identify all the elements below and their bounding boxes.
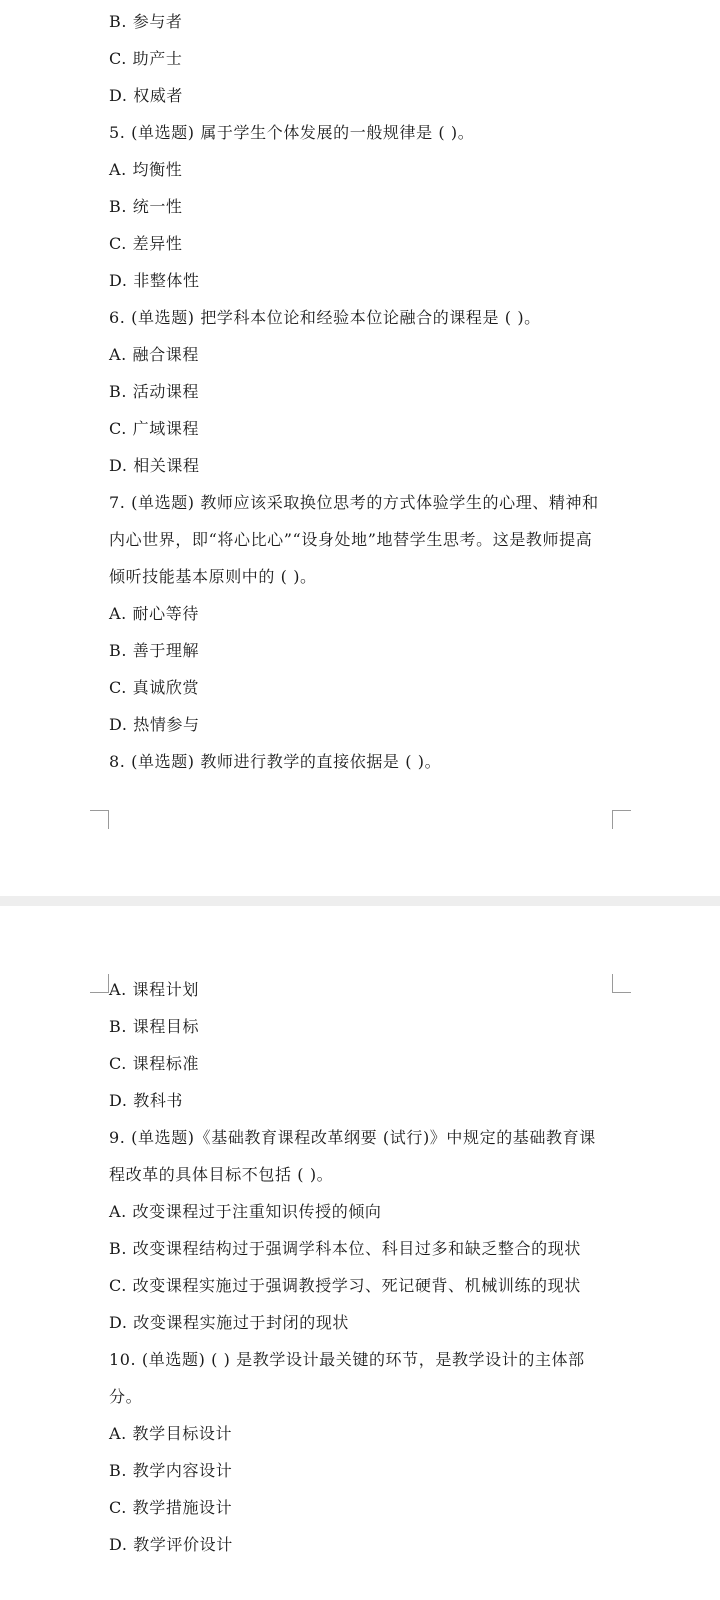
option-b-q5: B. 统一性 bbox=[109, 197, 183, 216]
option-a-q5: A. 均衡性 bbox=[109, 160, 183, 179]
page-corner-mark bbox=[612, 810, 631, 829]
page-corner-mark bbox=[90, 810, 109, 829]
option-a-q6: A. 融合课程 bbox=[109, 345, 199, 364]
page-gap bbox=[0, 896, 720, 906]
question-7-line-2: 内心世界，即“将心比心”“设身处地”地替学生思考。这是教师提高 bbox=[109, 530, 593, 549]
option-b-q6: B. 活动课程 bbox=[109, 382, 200, 401]
option-a-q7: A. 耐心等待 bbox=[109, 604, 199, 623]
option-d-q9: D. 改变课程实施过于封闭的现状 bbox=[109, 1313, 350, 1332]
question-7-line-3: 倾听技能基本原则中的 ( )。 bbox=[109, 567, 317, 586]
option-d-q7: D. 热情参与 bbox=[109, 715, 200, 734]
option-a-q8: A. 课程计划 bbox=[109, 980, 199, 999]
option-c-q9: C. 改变课程实施过于强调教授学习、死记硬背、机械训练的现状 bbox=[109, 1276, 581, 1295]
option-d-q5: D. 非整体性 bbox=[109, 271, 200, 290]
question-10-line-1: 10. (单选题) ( ) 是教学设计最关键的环节，是教学设计的主体部 bbox=[109, 1350, 585, 1369]
question-9-line-2: 程改革的具体目标不包括 ( )。 bbox=[109, 1165, 334, 1184]
option-a-q9: A. 改变课程过于注重知识传授的倾向 bbox=[109, 1202, 382, 1221]
question-8: 8. (单选题) 教师进行教学的直接依据是 ( )。 bbox=[109, 752, 442, 771]
option-d-q4: D. 权威者 bbox=[109, 86, 184, 105]
option-b-q8: B. 课程目标 bbox=[109, 1017, 200, 1036]
option-c-q10: C. 教学措施设计 bbox=[109, 1498, 233, 1517]
option-c-q4: C. 助产士 bbox=[109, 49, 183, 68]
option-c-q6: C. 广域课程 bbox=[109, 419, 200, 438]
option-d-q6: D. 相关课程 bbox=[109, 456, 200, 475]
option-c-q8: C. 课程标准 bbox=[109, 1054, 200, 1073]
page-corner-mark bbox=[90, 974, 109, 993]
question-5: 5. (单选题) 属于学生个体发展的一般规律是 ( )。 bbox=[109, 123, 475, 142]
option-b-q10: B. 教学内容设计 bbox=[109, 1461, 233, 1480]
question-10-line-2: 分。 bbox=[109, 1387, 143, 1406]
option-b-q4: B. 参与者 bbox=[109, 12, 183, 31]
option-a-q10: A. 教学目标设计 bbox=[109, 1424, 233, 1443]
option-c-q7: C. 真诚欣赏 bbox=[109, 678, 200, 697]
question-9-line-1: 9. (单选题)《基础教育课程改革纲要 (试行)》中规定的基础教育课 bbox=[109, 1128, 596, 1147]
option-b-q9: B. 改变课程结构过于强调学科本位、科目过多和缺乏整合的现状 bbox=[109, 1239, 581, 1258]
option-d-q8: D. 教科书 bbox=[109, 1091, 184, 1110]
question-6: 6. (单选题) 把学科本位论和经验本位论融合的课程是 ( )。 bbox=[109, 308, 541, 327]
option-b-q7: B. 善于理解 bbox=[109, 641, 200, 660]
option-c-q5: C. 差异性 bbox=[109, 234, 183, 253]
option-d-q10: D. 教学评价设计 bbox=[109, 1535, 233, 1554]
question-7-line-1: 7. (单选题) 教师应该采取换位思考的方式体验学生的心理、精神和 bbox=[109, 493, 599, 512]
